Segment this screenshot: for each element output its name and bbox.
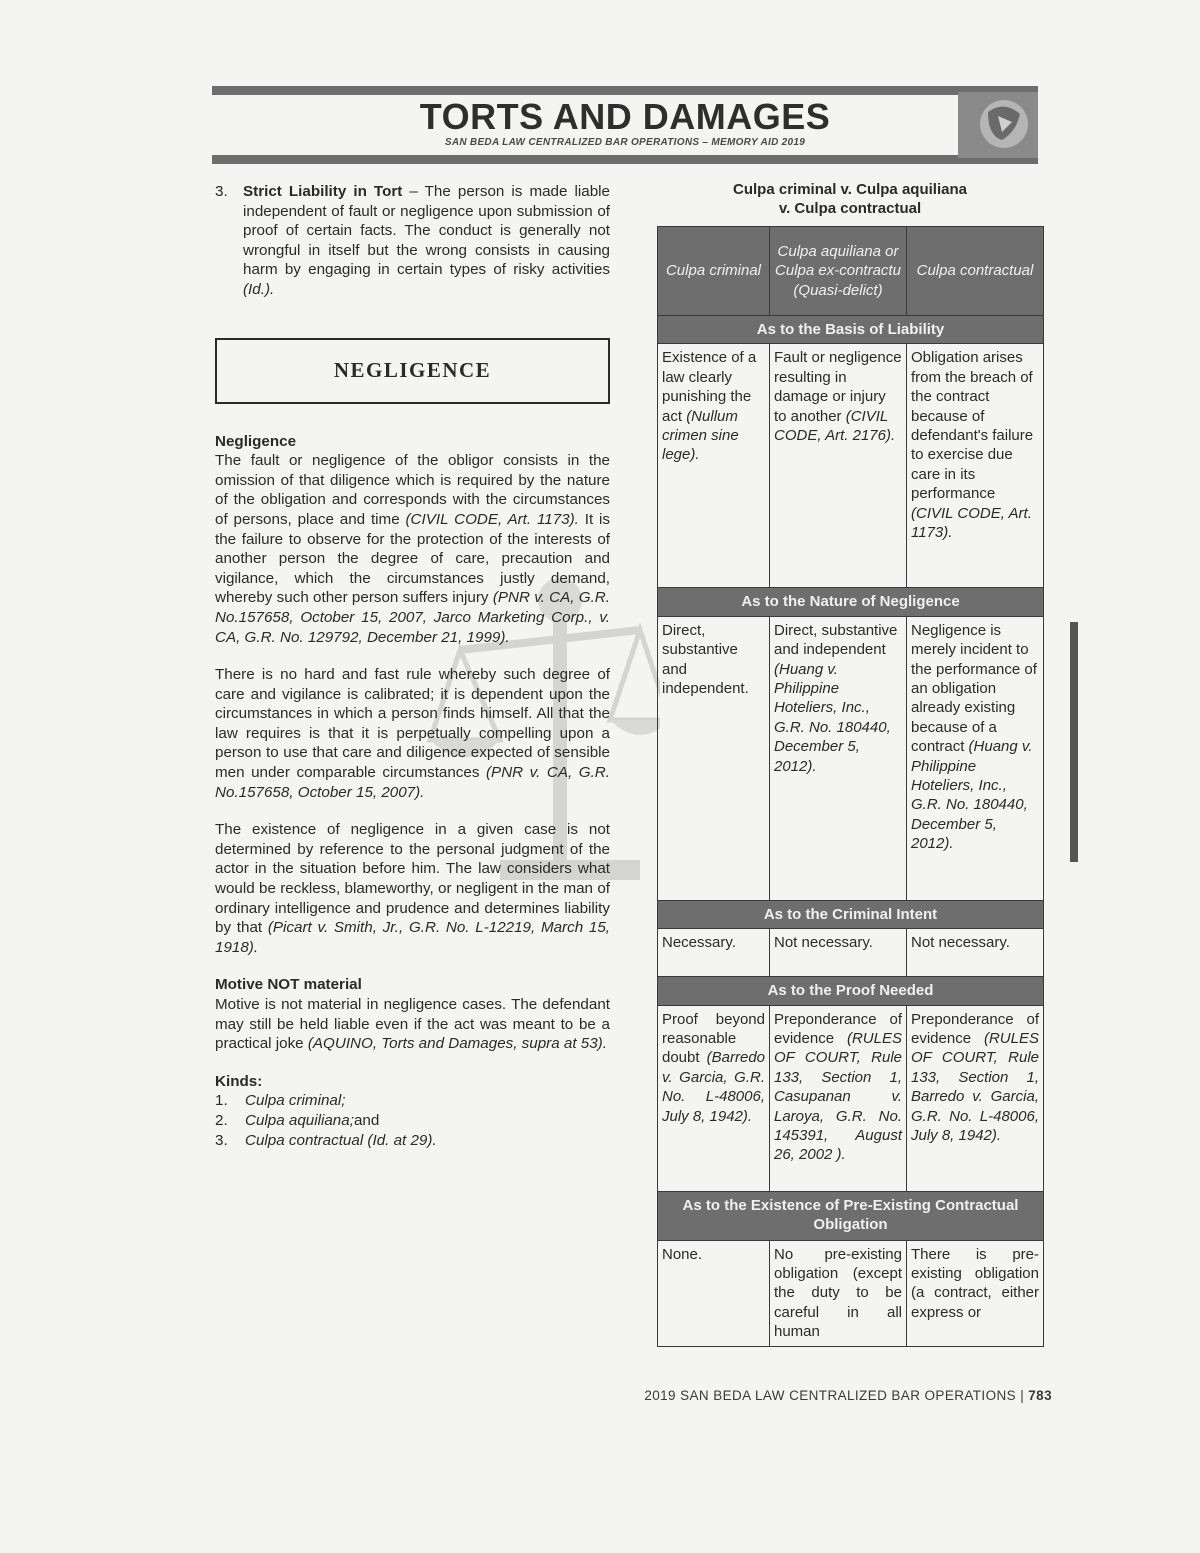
page-title: TORTS AND DAMAGES xyxy=(419,96,831,137)
cell-citation: (Huang v. Philippine Hoteliers, Inc., G.R. No. 180440, December 5, 2012). xyxy=(774,660,891,775)
list-number: 2. xyxy=(215,1111,228,1129)
table-header-row xyxy=(658,227,1044,316)
table-cell xyxy=(770,616,907,900)
cell-text: Proof beyond reasonable doubt xyxy=(662,1010,765,1067)
table-cell xyxy=(907,1005,1044,1191)
paragraph-citation: (Picart v. Smith, Jr., G.R. No. L-12219, March 15, 1918). xyxy=(215,919,611,956)
table-cell: Direct, substantive and independent. xyxy=(658,616,770,900)
list-text: Culpa aquiliana; xyxy=(245,1111,354,1129)
page-number: 783 xyxy=(1028,1388,1052,1403)
motive-heading: Motive NOT material xyxy=(215,976,362,994)
comparison-title-line-2: v. Culpa contractual xyxy=(778,200,922,217)
paragraph-citation: (CIVIL CODE, Art. 1173). xyxy=(405,510,579,528)
item-heading: Strict Liability in Tort xyxy=(243,183,403,200)
kinds-list xyxy=(215,1091,610,1150)
list-item xyxy=(215,1131,610,1151)
negligence-heading: Negligence xyxy=(215,432,297,450)
section-row-intent xyxy=(658,900,1044,928)
paragraph-citation: (PNR v. CA, G.R. No.157658, October 15, 2007, Jarco Marketing Corp., v. CA, G.R. No. 129792, December 21, 1999). xyxy=(215,589,610,646)
page-subtitle: SAN BEDA LAW CENTRALIZED BAR OPERATIONS – MEMORY AID 2019 xyxy=(444,137,806,148)
comparison-title xyxy=(660,180,1040,218)
footer-text: 2019 SAN BEDA LAW CENTRALIZED BAR OPERATIONS xyxy=(644,1388,1017,1403)
section-label: As to the Nature of Negligence xyxy=(658,588,1044,616)
column-header-culpa-criminal: Culpa criminal xyxy=(658,227,770,316)
cell-citation: (CIVIL CODE, Art. 2176). xyxy=(774,407,896,445)
section-label: As to the Proof Needed xyxy=(658,977,1044,1005)
item-body: – The person is made liable independent of fault or negligence upon submission of proof of certain facts. The conduct is generally not wrongful in itself but the wrong consists in causing harm by engaging in certain types of risky activities xyxy=(243,183,610,279)
cell-text: Preponderance of evidence xyxy=(911,1010,1039,1048)
table-cell: Necessary. xyxy=(658,929,770,977)
table-cell xyxy=(658,1005,770,1191)
table-cell xyxy=(770,344,907,588)
motive-paragraph xyxy=(215,995,610,1054)
section-row-proof xyxy=(658,977,1044,1005)
cell-text: Preponderance of evidence xyxy=(774,1010,902,1048)
page-footer xyxy=(600,1388,1052,1403)
kinds-heading: Kinds: xyxy=(215,1072,263,1090)
comparison-table xyxy=(657,226,1044,1347)
strict-liability-item xyxy=(215,182,610,300)
section-label: As to the Criminal Intent xyxy=(658,900,1044,928)
section-row-nature xyxy=(658,588,1044,616)
negligence-paragraph-1 xyxy=(215,451,610,647)
paragraph-text: The fault or negligence of the obligor consists in the omission of that diligence which is required by the nature of the obligation and corresponds with the circumstances of persons, place and time xyxy=(215,452,610,528)
cell-text: Obligation arises from the breach of the contract because of defendant's failure to exercise due care in its performance xyxy=(911,349,1034,503)
table-cell xyxy=(658,344,770,588)
column-header-culpa-aquiliana: Culpa aquiliana or Culpa ex-contractu (Quasi-delict) xyxy=(770,227,907,316)
cell-citation: (Huang v. Philippine Hoteliers, Inc., G.R. No. 180440, December 5, 2012). xyxy=(911,738,1033,853)
table-row xyxy=(658,929,1044,977)
paragraph-citation: (PNR v. CA, G.R. No.157658, October 15, 2007). xyxy=(215,764,610,801)
paragraph-text: Motive is not material in negligence cases. The defendant may still be held liable even if the act was meant to be a practical joke xyxy=(215,996,610,1053)
list-text: Culpa contractual (Id. at 29). xyxy=(245,1131,437,1149)
section-title-box xyxy=(215,338,610,404)
section-label: As to the Existence of Pre-Existing Contractual Obligation xyxy=(658,1191,1044,1240)
list-tail: and xyxy=(353,1111,380,1129)
list-item xyxy=(215,1111,610,1131)
paragraph-text: The existence of negligence in a given case is not determined by reference to the personal judgment of the actor in the situation before him. The law considers what would be reckless, blameworthy, or negligent in the man of ordinary intelligence and prudence and determines liability by that xyxy=(215,821,610,937)
cell-text: Negligence is merely incident to the performance of an obligation already existing because of a contract xyxy=(911,621,1037,756)
cell-text: Fault or negligence resulting in damage or injury to another xyxy=(774,349,902,425)
table-cell xyxy=(907,616,1044,900)
cell-citation: (RULES OF COURT, Rule 133, Section 1, Barredo v. Garcia, G.R. No. L-48006, July 8, 1942). xyxy=(911,1030,1039,1145)
header-bar-bottom xyxy=(212,155,1038,164)
table-row xyxy=(658,344,1044,588)
cell-text: Existence of a law clearly punishing the act xyxy=(662,349,757,425)
cell-citation: (Nullum crimen sine lege). xyxy=(662,407,739,464)
list-number: 1. xyxy=(215,1092,228,1110)
left-column xyxy=(215,182,610,1150)
list-number: 3. xyxy=(215,1131,228,1149)
item-citation: (Id.). xyxy=(243,280,275,298)
cell-citation: (CIVIL CODE, Art. 1173). xyxy=(911,504,1032,542)
table-row xyxy=(658,1005,1044,1191)
paragraph-text: There is no hard and fast rule whereby such degree of care and vigilance is calibrated; it is dependent upon the circumstances in which a person finds himself. All that the law requires is that it is perpetually compelling upon a person to use that care and diligence expected of sensible men under comparable circumstances xyxy=(215,666,610,782)
table-cell: Not necessary. xyxy=(770,929,907,977)
table-cell: No pre-existing obligation (except the duty to be careful in all human xyxy=(770,1240,907,1346)
list-text: Culpa criminal; xyxy=(245,1092,346,1110)
page-edge-tab xyxy=(1070,622,1078,862)
header-decoration-icon xyxy=(958,92,1038,158)
table-cell: Not necessary. xyxy=(907,929,1044,977)
comparison-title-line-1: Culpa criminal v. Culpa aquiliana xyxy=(733,181,967,198)
cell-text: Direct, substantive and independent xyxy=(774,621,898,659)
negligence-paragraph-3 xyxy=(215,820,610,957)
section-label: As to the Basis of Liability xyxy=(658,316,1044,344)
table-cell xyxy=(770,1005,907,1191)
table-row xyxy=(658,616,1044,900)
paragraph-text: It is the failure to observe for the protection of the interests of another person the degree of care, precaution and vigilance, which the circumstances justly demand, whereby such other person suffers injury xyxy=(215,510,610,607)
negligence-paragraph-2 xyxy=(215,665,610,802)
table-cell: None. xyxy=(658,1240,770,1346)
table-cell: There is pre-existing obligation (a contract, either express or xyxy=(907,1240,1044,1346)
footer-separator: | xyxy=(1020,1388,1025,1403)
list-item xyxy=(215,1091,610,1111)
column-header-culpa-contractual: Culpa contractual xyxy=(907,227,1044,316)
header-bar-top xyxy=(212,86,1038,95)
cell-citation: (Barredo v. Garcia, G.R. No. L-48006, July 8, 1942). xyxy=(662,1049,765,1125)
section-title: NEGLIGENCE xyxy=(333,357,492,382)
table-row xyxy=(658,1240,1044,1346)
table-cell xyxy=(907,344,1044,588)
item-text xyxy=(243,182,610,300)
section-row-pre-existing xyxy=(658,1191,1044,1240)
section-row-basis xyxy=(658,316,1044,344)
item-number: 3. xyxy=(215,183,228,200)
paragraph-citation: (AQUINO, Torts and Damages, supra at 53). xyxy=(307,1035,607,1053)
cell-citation: (RULES OF COURT, Rule 133, Section 1, Casupanan v. Laroya, G.R. No. 145391, August 26, 2002 ). xyxy=(774,1030,902,1164)
